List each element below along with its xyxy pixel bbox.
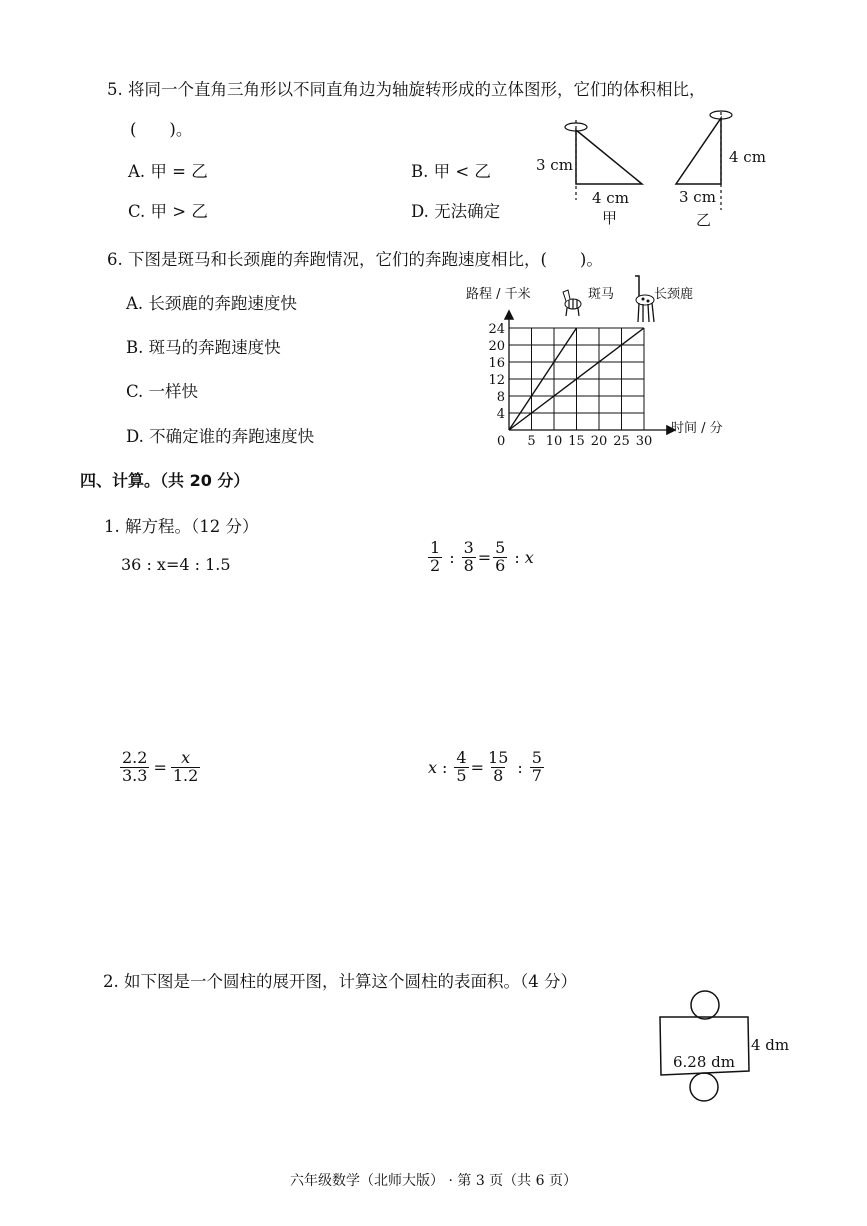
y-tick-label: 24: [488, 322, 505, 337]
equation-1-text: 36 : x=4 : 1.5: [121, 555, 231, 574]
triangle-yi: [676, 111, 766, 229]
y-tick-label: 16: [488, 356, 505, 371]
q2-title: 2. 如下图是一个圆柱的展开图，计算这个圆柱的表面积。（4 分）: [103, 972, 577, 991]
q6-option-a: A. 长颈鹿的奔跑速度快: [126, 294, 297, 313]
q5-option-a: A. 甲 = 乙: [128, 162, 208, 181]
y-tick-label: 12: [488, 373, 505, 388]
q5-option-d: D. 无法确定: [411, 202, 501, 221]
q6-text: 6. 下图是斑马和长颈鹿的奔跑情况，它们的奔跑速度相比，( )。: [107, 250, 603, 269]
jia-vertical-label: 3 cm: [536, 156, 573, 174]
q6-option-d: D. 不确定谁的奔跑速度快: [126, 427, 315, 446]
equation-3: $\frac{2.2}{3.3}$ = $\frac{x}{1.2}$: [122, 748, 199, 785]
cylinder-bottom-circle: [690, 1073, 718, 1101]
giraffe-icon: [635, 276, 654, 322]
y-tick-label: 4: [496, 407, 505, 422]
cylinder-net: [640, 985, 800, 1105]
q6-option-b: B. 斑马的奔跑速度快: [126, 338, 281, 357]
q1-title: 1. 解方程。（12 分）: [104, 517, 259, 536]
q5-text: 5. 将同一个直角三角形以不同直角边为轴旋转形成的立体图形，它们的体积相比，: [107, 80, 706, 99]
fraction: $\frac{4}{5}$: [456, 748, 467, 785]
x-tick-label: 5: [527, 434, 536, 449]
y-axis-label: 路程 / 千米: [466, 287, 531, 302]
y-tick-label: 8: [496, 390, 505, 405]
cylinder-top-circle: [691, 991, 719, 1019]
fraction: $\frac{3}{8}$: [463, 538, 474, 575]
triangle-jia: [536, 120, 642, 227]
yi-name: 乙: [696, 211, 712, 229]
zebra-legend-label: 斑马: [588, 287, 615, 302]
fraction: $\frac{x}{1.2}$: [172, 748, 199, 785]
giraffe-legend-label: 长颈鹿: [654, 287, 694, 302]
x-axis-label: 时间 / 分: [671, 421, 723, 436]
fraction: $\frac{15}{8}$: [488, 748, 509, 785]
jia-horizontal-label: 4 cm: [592, 189, 629, 207]
q5-blank: ( )。: [130, 120, 193, 139]
equation-1: [121, 555, 231, 574]
section4-title: 四、计算。（共 20 分）: [80, 471, 250, 490]
zebra-icon: [563, 290, 581, 316]
jia-name: 甲: [602, 209, 618, 227]
x-tick-label: 10: [545, 434, 563, 449]
fraction: $\frac{2.2}{3.3}$: [122, 748, 148, 785]
q5-triangle-figures: [530, 110, 780, 235]
fraction: $\frac{1}{2}$: [430, 538, 441, 575]
x-tick-label: 15: [568, 434, 585, 449]
y-tick-label: 20: [488, 339, 505, 354]
x-tick-label: 20: [590, 434, 608, 449]
yi-vertical-label: 4 cm: [729, 148, 766, 166]
cylinder-width-label: 6.28 dm: [673, 1053, 735, 1071]
q6-option-c: C. 一样快: [126, 382, 199, 401]
yi-horizontal-label: 3 cm: [679, 188, 716, 206]
equation-4: x : $\frac{4}{5}$ = $\frac{15}{8}$ : $\frac{5}{7}$: [428, 748, 542, 785]
q5-option-b: B. 甲 < 乙: [411, 162, 491, 181]
page-footer: 六年级数学（北师大版） · 第 3 页（共 6 页）: [290, 1173, 577, 1189]
x-tick-label: 25: [613, 434, 630, 449]
fraction: $\frac{5}{6}$: [495, 538, 506, 575]
q5-option-c: C. 甲 > 乙: [128, 202, 208, 221]
speed-chart: [455, 272, 745, 452]
cylinder-height-label: 4 dm: [751, 1036, 790, 1054]
equation-2: $\frac{1}{2}$ : $\frac{3}{8}$ = $\frac{5}{6}$ : x: [430, 538, 534, 575]
x-tick-label: 0: [497, 434, 506, 449]
x-tick-label: 30: [635, 434, 653, 449]
fraction: $\frac{5}{7}$: [531, 748, 542, 785]
